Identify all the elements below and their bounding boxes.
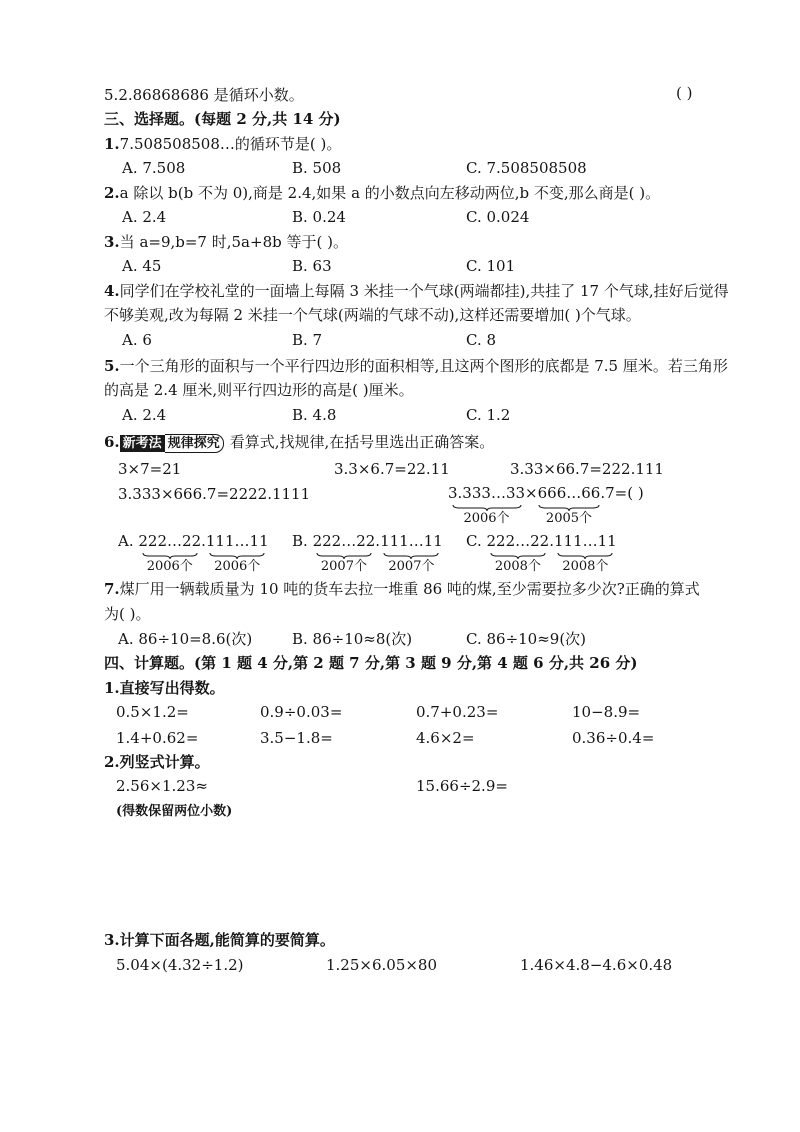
choice-q2-stem: 2.a 除以 b(b 不为 0),商是 2.4,如果 a 的小数点向左移动两位,b 不变,那么商是( )。 <box>104 184 661 202</box>
oral-calc-item[interactable]: 3.5−1.8= <box>260 729 333 747</box>
choice-q4-option-c[interactable]: C. 8 <box>466 331 497 349</box>
underbrace-icon <box>142 552 198 559</box>
section-3-title: 三、选择题。(每题 2 分,共 14 分) <box>104 110 341 128</box>
vertical-calc-2[interactable]: 15.66÷2.9= <box>416 777 508 795</box>
choice-q5-stem-line2: 的高是 2.4 厘米,则平行四边形的高是( )厘米。 <box>104 381 414 399</box>
brace-3333: 3.333…33 2006个 <box>448 484 526 526</box>
choice-q6-stem: 6. 新考法 规律探究 看算式,找规律,在括号里选出正确答案。 <box>104 433 495 451</box>
choice-q2-option-b[interactable]: B. 0.24 <box>292 208 346 226</box>
new-exam-badge: 新考法 <box>120 435 165 452</box>
underbrace-icon <box>383 552 439 559</box>
choice-q6-option-a[interactable]: A. 222…22 2006个 . 111…11 2006个 <box>118 532 269 574</box>
choice-q5-stem-line1: 5.一个三角形的面积与一个平行四边形的面积相等,且这两个图形的底都是 7.5 厘米。若三角形 <box>104 357 728 375</box>
choice-q6-option-b[interactable]: B. 222…22 2007个 . 111…11 2007个 <box>292 532 443 574</box>
calc-q2-title: 2.列竖式计算。 <box>104 753 210 771</box>
q5-text: 2.86868686 是循环小数。 <box>118 86 304 104</box>
choice-q5-option-b[interactable]: B. 4.8 <box>292 406 337 424</box>
brace-666: 666…66 2005个 <box>537 484 601 526</box>
underbrace-icon <box>490 552 546 559</box>
choice-q1-option-b[interactable]: B. 508 <box>292 159 342 177</box>
calc-q1-title: 1.直接写出得数。 <box>104 679 225 697</box>
choice-q1-stem: 1.7.508508508…的循环节是( )。 <box>104 135 342 153</box>
oral-calc-item[interactable]: 0.36÷0.4= <box>572 729 655 747</box>
pattern-expr-2: 3.3×6.7=22.11 <box>334 460 450 478</box>
choice-q4-option-a[interactable]: A. 6 <box>122 331 152 349</box>
underbrace-icon <box>209 552 265 559</box>
pattern-expr-3: 3.33×66.7=222.111 <box>510 460 664 478</box>
simplify-calc-3[interactable]: 1.46×4.8−4.6×0.48 <box>520 956 673 974</box>
choice-q7-option-c[interactable]: C. 86÷10≈9(次) <box>466 630 587 648</box>
calc-q3-title: 3.计算下面各题,能简算的要简算。 <box>104 931 335 949</box>
simplify-calc-1[interactable]: 5.04×(4.32÷1.2) <box>116 956 244 974</box>
choice-q5-option-a[interactable]: A. 2.4 <box>122 406 167 424</box>
underbrace-icon <box>316 552 372 559</box>
vertical-calc-1[interactable]: 2.56×1.23≈ <box>116 777 208 795</box>
pattern-expr-4: 3.333×666.7=2222.1111 <box>118 485 311 503</box>
choice-q4-option-b[interactable]: B. 7 <box>292 331 323 349</box>
choice-q4-stem-line2: 不够美观,改为每隔 2 米挂一个气球(两端的气球不动),这样还需要增加( )个气球。 <box>104 306 641 324</box>
oral-calc-item[interactable]: 10−8.9= <box>572 703 641 721</box>
choice-q1-option-a[interactable]: A. 7.508 <box>122 159 186 177</box>
pattern-question: 3.333…33 2006个 × 666…66 2005个 .7=( ) <box>448 484 644 526</box>
underbrace-icon <box>538 504 600 511</box>
choice-q3-option-a[interactable]: A. 45 <box>122 257 162 275</box>
choice-q2-option-c[interactable]: C. 0.024 <box>466 208 530 226</box>
q5-number: 5. <box>104 86 119 104</box>
oral-calc-item[interactable]: 0.9÷0.03= <box>260 703 343 721</box>
choice-q1-option-c[interactable]: C. 7.508508508 <box>466 159 587 177</box>
oral-calc-item[interactable]: 0.5×1.2= <box>116 703 189 721</box>
choice-q3-stem: 3.当 a=9,b=7 时,5a+8b 等于( )。 <box>104 233 348 251</box>
oral-calc-item[interactable]: 0.7+0.23= <box>416 703 499 721</box>
choice-q3-option-b[interactable]: B. 63 <box>292 257 332 275</box>
oral-calc-item[interactable]: 1.4+0.62= <box>116 729 199 747</box>
choice-q2-option-a[interactable]: A. 2.4 <box>122 208 167 226</box>
pattern-expr-1: 3×7=21 <box>118 460 182 478</box>
pattern-badge: 规律探究 <box>165 434 224 453</box>
underbrace-icon <box>557 552 613 559</box>
q5-answer-blank[interactable]: ( ) <box>676 84 693 102</box>
choice-q7-stem-line1: 7.煤厂用一辆载质量为 10 吨的货车去拉一堆重 86 吨的煤,至少需要拉多少次?正确的算式 <box>104 580 700 598</box>
choice-q4-stem-line1: 4.同学们在学校礼堂的一面墙上每隔 3 米挂一个气球(两端都挂),共挂了 17 个气球,挂好后觉得 <box>104 282 729 300</box>
choice-q5-option-c[interactable]: C. 1.2 <box>466 406 511 424</box>
choice-q7-stem-line2: 为( )。 <box>104 605 151 623</box>
underbrace-icon <box>452 504 522 511</box>
rounding-note: (得数保留两位小数) <box>116 804 233 819</box>
judge-q5 <box>104 84 304 106</box>
choice-q6-option-c[interactable]: C. 222…22 2008个 . 111…11 2008个 <box>466 532 617 574</box>
choice-q7-option-a[interactable]: A. 86÷10=8.6(次) <box>118 630 253 648</box>
section-4-title: 四、计算题。(第 1 题 4 分,第 2 题 7 分,第 3 题 9 分,第 4 题 6 分,共 26 分) <box>104 654 638 672</box>
oral-calc-item[interactable]: 4.6×2= <box>416 729 475 747</box>
choice-q3-option-c[interactable]: C. 101 <box>466 257 516 275</box>
simplify-calc-2[interactable]: 1.25×6.05×80 <box>326 956 438 974</box>
choice-q7-option-b[interactable]: B. 86÷10≈8(次) <box>292 630 413 648</box>
